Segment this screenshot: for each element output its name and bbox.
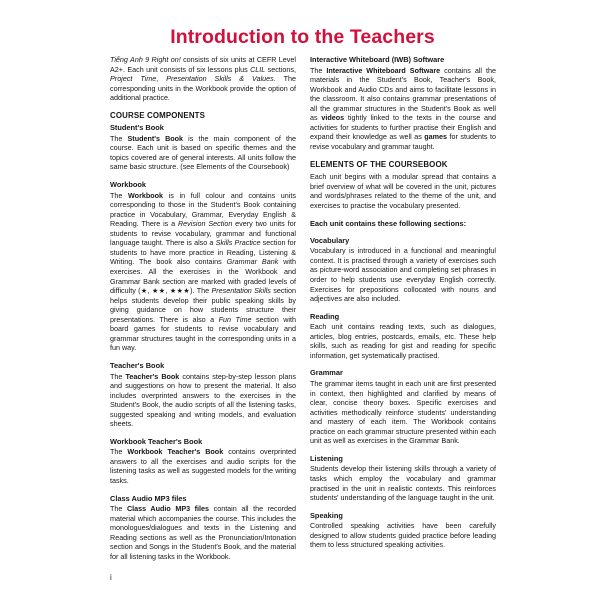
iwb-text-c: for students to revise vocabulary and grammar taught. <box>310 132 496 151</box>
paragraph-elements-intro: Each unit begins with a modular spread that contains a brief overview of what will be covered in the unit, pictures and words/phrases related to the theme of the unit, and exercises to practise the vocabulary presented. <box>310 172 496 210</box>
subheading-students-book: Student's Book <box>110 123 164 133</box>
iwb-text-before: The <box>310 65 327 75</box>
right-column <box>310 55 496 575</box>
paragraph-speaking: Controlled speaking activities have been carefully designed to allow students guided practice before leading them to less structured speaking activities. <box>310 521 496 550</box>
subheading-iwb-software: Interactive Whiteboard (IWB) Software <box>310 55 445 64</box>
fun-time-label: Fun Time <box>218 314 252 324</box>
intro-text-1: consists of six units at CEFR Level A2+. Each unit consists of six lessons plus <box>110 55 296 74</box>
left-column <box>110 55 296 575</box>
wtb-text-after: contains overprinted answers to all the exercises and audio scripts for the listening tasks as well as suggested models for the writing tasks. <box>110 447 296 486</box>
paragraph-listening: Students develop their listening skills through a variety of tasks which employ the vocabulary and grammar practised in the unit in realistic contexts. This reinforces students' understanding of the language taught in the unit. <box>310 464 496 503</box>
paragraph-teachers-book <box>110 372 296 429</box>
paragraph-class-audio-mp3 <box>110 504 296 561</box>
wb-text-b: every two units for students to revise vocabulary, grammar and functional language taught. There is also a <box>110 219 296 248</box>
paragraph-vocabulary: Vocabulary is introduced in a functional and meaningful context. It is practised through a variety of exercises such as picture-word association and completing set phrases in order to help students use everyday English correctly. Exercises for prepositions collocated with nouns and adjectives are also included. <box>310 246 496 304</box>
subheading-reading: Reading <box>310 311 340 321</box>
sections-lead-in: Each unit contains these following sections: <box>310 219 467 229</box>
sb-text-before: The <box>110 133 128 143</box>
two-column-body <box>110 55 496 575</box>
ca-text-before: The <box>110 504 127 514</box>
difficulty-stars: ★, ★★, ★★★ <box>140 286 191 296</box>
iwb-lead-bold: Interactive Whiteboard Software <box>326 65 441 75</box>
subheading-workbook-teachers-book: Workbook Teacher's Book <box>110 436 203 446</box>
tb-lead-bold: Teacher's Book <box>125 371 180 381</box>
iwb-text-b: tightly linked to the texts in the course and activities for students to further practise their English and expand their knowledge as well as <box>310 113 497 142</box>
subheading-vocabulary: Vocabulary <box>310 235 350 245</box>
iwb-text-a: contains all the materials in the Student's Book, Teacher's Book, Workbook and Audio CDs and aims to facilitate lessons in the classroom. It also contains grammar presentations of all the grammar structures in the Student's Book as well as <box>310 65 496 123</box>
grammar-bank-label: Grammar Bank <box>226 257 279 267</box>
course-title: Tiếng Anh 9 Right on! <box>110 55 181 64</box>
ca-lead-bold: Class Audio MP3 files <box>126 504 210 514</box>
paragraph-grammar: The grammar items taught in each unit are first presented in context, then highlighted and clarified by means of clear, concise theory boxes. Specific exercises and activities methodically reinforce students' understanding and mastery of each item. The Workbook contains practice on each grammar structure presented within each unit as well as exercises in the Grammar Bank. <box>310 379 496 446</box>
games-bold: games <box>424 132 448 142</box>
subheading-listening: Listening <box>310 453 343 463</box>
intro-paragraph <box>110 55 296 103</box>
sb-text-after: is the main component of the course. Each unit is based on specific themes and the topics covered are of general interests. All units follow the same basic structure. (see Elements of the Coursebook) <box>110 133 297 172</box>
wtb-text-before: The <box>110 447 128 457</box>
wb-text-c: section for students to have more practice in Reading, Listening & Writing. The book also contains <box>110 238 296 267</box>
paragraph-workbook-teachers-book <box>110 447 296 485</box>
wb-text-f: section helps students develop their public speaking skills by giving guidance on how students structure their presentations. There is also a <box>110 286 297 324</box>
page-title: Introduction to the Teachers <box>170 26 435 48</box>
subheading-workbook: Workbook <box>110 180 146 190</box>
sb-lead-bold: Student's Book <box>127 133 184 143</box>
wb-text-e: ). The <box>190 286 212 296</box>
subheading-speaking: Speaking <box>310 510 343 520</box>
videos-bold: videos <box>321 113 345 123</box>
section-heading-course-components: COURSE COMPONENTS <box>110 110 206 120</box>
paragraph-reading: Each unit contains reading texts, such as dialogues, articles, blog entries, postcards, emails, etc. These help skills, such as reading for gist and reading for specific information, get systematically practised. <box>310 322 496 360</box>
section-heading-elements-of-the-coursebook: ELEMENTS OF THE COURSEBOOK <box>310 159 448 169</box>
tb-text-before: The <box>110 371 126 381</box>
clil-label: CLIL <box>250 64 266 74</box>
presentation-skills-values-label: Presentation Skills & Values <box>166 74 274 84</box>
revision-section-label: Revision Section <box>177 219 233 229</box>
intro-text-2: sections, <box>265 64 296 74</box>
paragraph-students-book <box>110 134 296 172</box>
subheading-grammar: Grammar <box>310 368 343 378</box>
presentation-skills-label: Presentation Skills <box>211 286 271 296</box>
wb-text-a: is in full colour and contains units corresponding to those in the Student's Book containing practice in Vocabulary, Grammar, Everyday English & Reading. There is a <box>110 190 296 229</box>
subheading-class-audio-mp3: Class Audio MP3 files <box>110 493 187 503</box>
skills-practice-label: Skills Practice <box>215 238 261 248</box>
paragraph-iwb-software <box>310 66 496 152</box>
paragraph-workbook <box>110 191 296 353</box>
page-number: i <box>110 573 112 582</box>
wb-lead-bold: Workbook <box>128 190 164 200</box>
tb-text-after: contains step-by-step lesson plans and suggestions on how to present the material. It also includes overprinted answers to the exercises in the Student's Book, the audio scripts of all the listening tasks, suggested speaking and writing models, and evaluation sheets. <box>110 371 296 429</box>
wtb-lead-bold: Workbook Teacher's Book <box>127 447 224 457</box>
wb-text-g: section with board games for students to revise vocabulary and grammar structures taught in the corresponding units in a fun way. <box>110 314 296 353</box>
wb-text-before: The <box>110 190 129 200</box>
project-time-label: Project Time <box>110 74 157 84</box>
wb-text-d: with exercises. All the exercises in the Workbook and Grammar Bank section are marked with graded levels of difficulty ( <box>110 257 296 296</box>
subheading-teachers-book: Teacher's Book <box>110 360 165 370</box>
intro-text-3: , <box>156 74 167 84</box>
intro-text-4: . The corresponding units in the Workbook provide the option of additional practice. <box>110 74 296 103</box>
ca-text-after: contain all the recorded material which accompanies the course. This includes the monologues/dialogues and texts in the Listening and Reading sections as well as the Pronunciation/Intonation section and Songs in the Student's Book, and the material for all listening tasks in the Workbook. <box>110 504 296 561</box>
